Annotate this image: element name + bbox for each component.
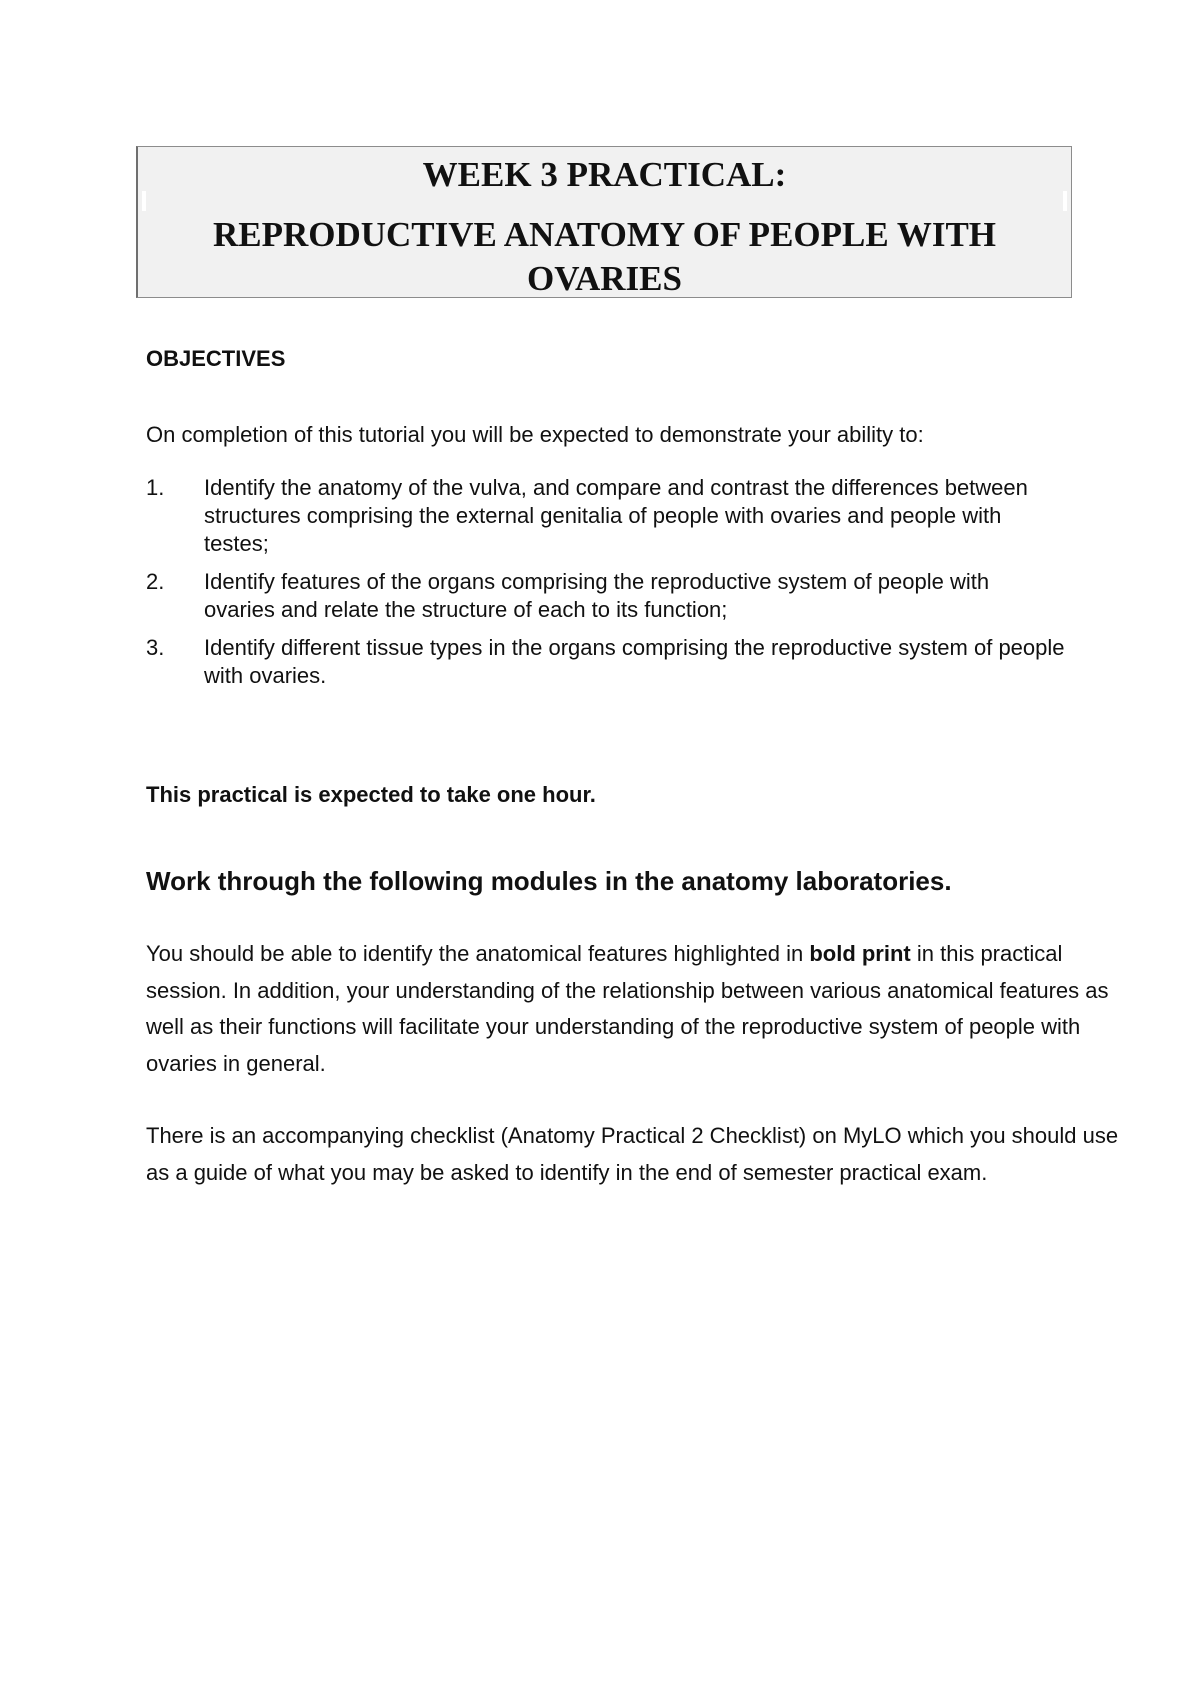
paragraph-text: You should be able to identify the anatomical features highlighted in: [146, 941, 810, 966]
objective-item: [146, 634, 1066, 690]
duration-note: This practical is expected to take one hour.: [146, 782, 596, 807]
objective-text: Identify features of the organs comprising the reproductive system of people with ovaries and relate the structure of each to its function;: [204, 569, 990, 622]
objectives-heading: OBJECTIVES: [146, 346, 286, 371]
checklist-paragraph: There is an accompanying checklist (Anatomy Practical 2 Checklist) on MyLO which you should use as a guide of what you may be asked to identify in the end of semester practical exam.: [146, 1123, 1119, 1185]
paragraph-text: in this practical session. In addition, your understanding of the relationship between various anatomical features as well as their functions will facilitate your understanding of the reproductive system of people with ovaries in general.: [146, 941, 1109, 1076]
objective-text: Identify different tissue types in the organs comprising the reproductive system of people with ovaries.: [204, 635, 1065, 688]
title-topic: REPRODUCTIVE ANATOMY OF PEOPLE WITH OVARIES: [212, 215, 997, 298]
objective-text: Identify the anatomy of the vulva, and compare and contrast the differences between structures comprising the external genitalia of people with ovaries and people with testes;: [204, 475, 1028, 556]
title-box: [136, 146, 1072, 298]
objective-number: 3.: [146, 635, 165, 660]
title-week: WEEK 3 PRACTICAL:: [422, 155, 787, 194]
identification-paragraph: [146, 936, 1136, 1082]
bold-print-phrase: bold print: [809, 941, 911, 966]
objective-item: [146, 474, 1066, 558]
modules-heading: Work through the following modules in the anatomy laboratories.: [146, 866, 952, 896]
objective-number: 2.: [146, 569, 165, 594]
objectives-intro: On completion of this tutorial you will be expected to demonstrate your ability to:: [146, 422, 924, 447]
objectives-list: [146, 474, 1066, 700]
objective-item: [146, 568, 1066, 624]
objective-number: 1.: [146, 475, 165, 500]
